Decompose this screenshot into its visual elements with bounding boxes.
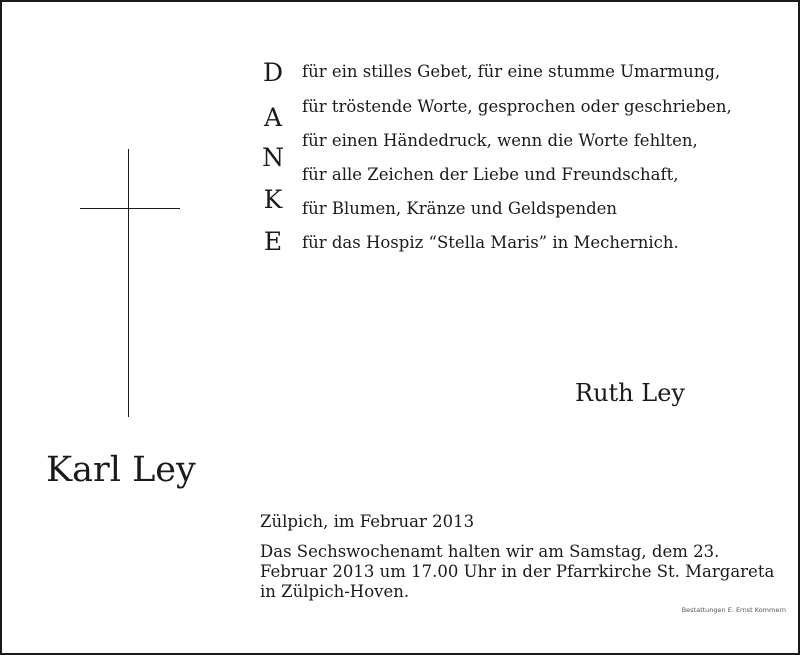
service-notice: Das Sechswochenamt halten wir am Samstag, dem 23. Februar 2013 um 17.00 Uhr in der Pfarrkirche St. Margareta in Zülpich-Hoven.	[260, 542, 775, 601]
cross-vertical-bar	[128, 149, 129, 417]
widow-name: Ruth Ley	[575, 379, 685, 407]
thanks-line-5: für Blumen, Kränze und Geldspenden	[302, 199, 618, 218]
danke-letter-e: E	[263, 227, 283, 256]
danke-letter-n: N	[262, 143, 284, 172]
danke-letter-k: K	[263, 185, 283, 214]
danke-letter-d: D	[262, 58, 284, 87]
danke-letter-a: A	[263, 103, 283, 132]
place-date: Zülpich, im Februar 2013	[260, 512, 475, 531]
thanks-line-3: für einen Händedruck, wenn die Worte fehlten,	[302, 131, 698, 150]
cross-horizontal-bar	[80, 208, 180, 209]
thanks-line-4: für alle Zeichen der Liebe und Freundschaft,	[302, 165, 679, 184]
credit-line: Bestattungen E. Ernst Kommern	[681, 606, 786, 614]
thanks-line-6: für das Hospiz “Stella Maris” in Mechernich.	[302, 233, 679, 252]
thanks-line-2: für tröstende Worte, gesprochen oder geschrieben,	[302, 97, 732, 116]
thanks-line-1: für ein stilles Gebet, für eine stumme Umarmung,	[302, 62, 721, 81]
deceased-name: Karl Ley	[46, 450, 196, 490]
